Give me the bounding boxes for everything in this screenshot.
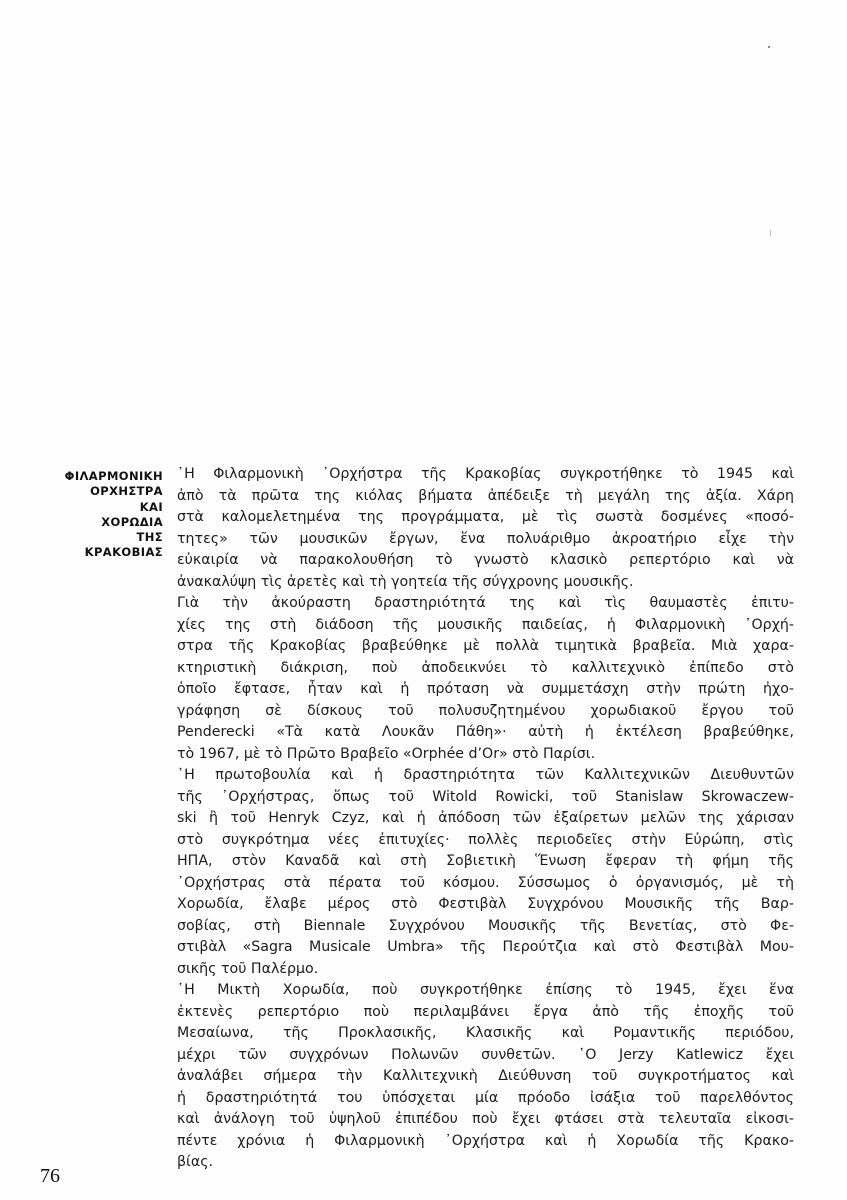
scan-speck [768,46,770,48]
body-text-line: τὸ 1967, μὲ τὸ Πρῶτο Βραβεῖο «Orphée d’Or» στὸ Παρίσι. [177,745,596,762]
side-heading [20,469,163,561]
body-text-line: σοβίας, στὴ Biennale Συγχρόνου Μουσικῆς τῆς Βενετίας, στὸ Φε- [177,917,794,934]
page-number: 76 [40,1165,60,1187]
scan-speck [770,230,771,236]
body-text-line: Χορωδία, ἔλαβε μέρος στὸ Φεστιβὰλ Συγχρόνου Μουσικῆς τῆς Βαρ- [177,896,794,912]
body-text-line: ἡ δραστηριότητά του ὑπόσχεται μία πρόοδο ἰσάξια τοῦ παρελθόντος [177,1089,794,1106]
body-text-line: ἀπὸ τὰ πρῶτα της κιόλας βήματα ἀπέδειξε τὴ μεγάλη της ἀξία. Χάρη [177,487,794,504]
side-heading-line: ΦΙΛΑΡΜΟΝΙΚΗ [64,469,163,483]
body-text-line: γράφηση σὲ δίσκους τοῦ πολυσυζητημένου χορωδιακοῦ ἔργου τοῦ [177,702,794,719]
body-text-line: ἐκτενὲς ρεπερτόριο ποὺ περιλαμβάνει ἔργα ἀπὸ τῆς ἐποχῆς τοῦ [177,1003,794,1020]
body-text-line: τῆς ᾿Ορχήστρας, ὅπως τοῦ Witold Rowicki, τοῦ Stanislaw Skrowaczew- [177,788,794,805]
body-text-line: βίας. [177,1154,214,1170]
body-text-line: ἀναλάβει σήμερα τὴν Καλλιτεχνικὴ Διεύθυνση τοῦ συγκροτήματος καὶ [177,1068,794,1084]
body-text-line: Μεσαίωνα, τῆς Προκλασικῆς, Κλασικῆς καὶ Ρομαντικῆς περιόδου, [177,1025,794,1041]
body-text-line: εὐκαιρία νὰ παρακολουθήση τὸ γνωστὸ κλασικὸ ρεπερτόριο καὶ νὰ [177,552,794,568]
body-text-line: ὁποῖο ἔφτασε, ἦταν καὶ ἡ πρόταση νὰ συμμετάσχη στὴν πρώτη ἠχο- [177,681,794,697]
body-text-line: στρα τῆς Κρακοβίας βραβεύθηκε μὲ πολλὰ τιμητικὰ βραβεῖα. Μιὰ χαρα- [177,638,794,654]
body-text-line: ῾Η πρωτοβουλία καὶ ἡ δραστηριότητα τῶν Καλλιτεχνικῶν Διευθυντῶν [177,767,794,783]
body-text-line: στὸ συγκρότημα νέες ἐπιτυχίες· πολλὲς περιοδεῖες στὴν Εὐρώπη, στὶς [177,831,794,848]
side-heading-line: ΤΗΣ [136,530,163,545]
side-heading-line: ΟΡΧΗΣΤΡΑ [90,484,163,499]
body-text-line: ῾Η Μικτὴ Χορωδία, ποὺ συγκροτήθηκε ἐπίσης τὸ 1945, ἔχει ἕνα [177,982,794,998]
body-text-line: ᾿Ορχήστρας στὰ πέρατα τοῦ κόσμου. Σύσσωμος ὁ ὀργανισμός, μὲ τὴ [177,874,794,891]
side-heading-line: ΚΑΙ [139,499,163,514]
article-body [177,464,794,1174]
body-text-line: καὶ ἀνάλογη τοῦ ὑψηλοῦ ἐπιπέδου ποὺ ἔχει φτάσει στὰ τελευταῖα εἰκοσι- [177,1111,794,1127]
body-text-line: τητες» τῶν μουσικῶν ἔργων, ἕνα πολυάριθμο ἀκροατήριο εἶχε τὴν [177,530,794,547]
side-heading-line: ΚΡΑΚΟΒΙΑΣ [84,545,163,560]
body-text-line: σικῆς τοῦ Παλέρμο. [177,960,319,977]
body-text-line: Penderecki «Τὰ κατὰ Λουκᾶν Πάθη»· αὐτὴ ἡ ἐκτέλεση βραβεύθηκε, [177,724,794,740]
side-heading-line: ΧΟΡΩΔΙΑ [101,514,163,529]
body-text-line: Γιὰ τὴν ἀκούραστη δραστηριότητά της καὶ τὶς θαυμαστὲς ἐπιτυ- [177,595,794,611]
body-text-line: στὰ καλομελετημένα της προγράμματα, μὲ τὶς σωστὰ δοσμένες «ποσό- [177,509,794,525]
body-text-line: ῾Η Φιλαρμονικὴ ᾿Ορχήστρα τῆς Κρακοβίας συγκροτήθηκε τὸ 1945 καὶ [177,466,794,482]
body-text-line: ἀνακαλύψη τὶς ἀρετὲς καὶ τὴ γοητεία τῆς σύγχρονης μουσικῆς. [177,573,634,590]
body-text-line: ΗΠΑ, στὸν Καναδᾶ καὶ στὴ Σοβιετικὴ Ἕνωση ἔφεραν τὴ φήμη τῆς [177,853,794,869]
body-text-line: χίες της στὴ διάδοση τῆς μουσικῆς παιδείας, ἡ Φιλαρμονικὴ ᾿Ορχή- [177,616,794,633]
body-text-line: στιβὰλ «Sagra Musicale Umbra» τῆς Περούτζια καὶ στὸ Φεστιβὰλ Μου- [177,939,794,955]
body-text-line: ski ἢ τοῦ Henryk Czyz, καὶ ἡ ἀπόδοση τῶν ἐξαίρετων μελῶν της χάρισαν [177,810,794,826]
body-text-line: μέχρι τῶν συγχρόνων Πολωνῶν συνθετῶν. ῾Ο Jerzy Katlewicz ἔχει [177,1046,794,1063]
body-text-line: κτηριστικὴ διάκριση, ποὺ ἀποδεικνύει τὸ καλλιτεχνικὸ ἐπίπεδο στὸ [177,659,794,676]
body-text-line: πέντε χρόνια ἡ Φιλαρμονικὴ ᾿Ορχήστρα καὶ ἡ Χορωδία τῆς Κρακο- [177,1132,794,1149]
